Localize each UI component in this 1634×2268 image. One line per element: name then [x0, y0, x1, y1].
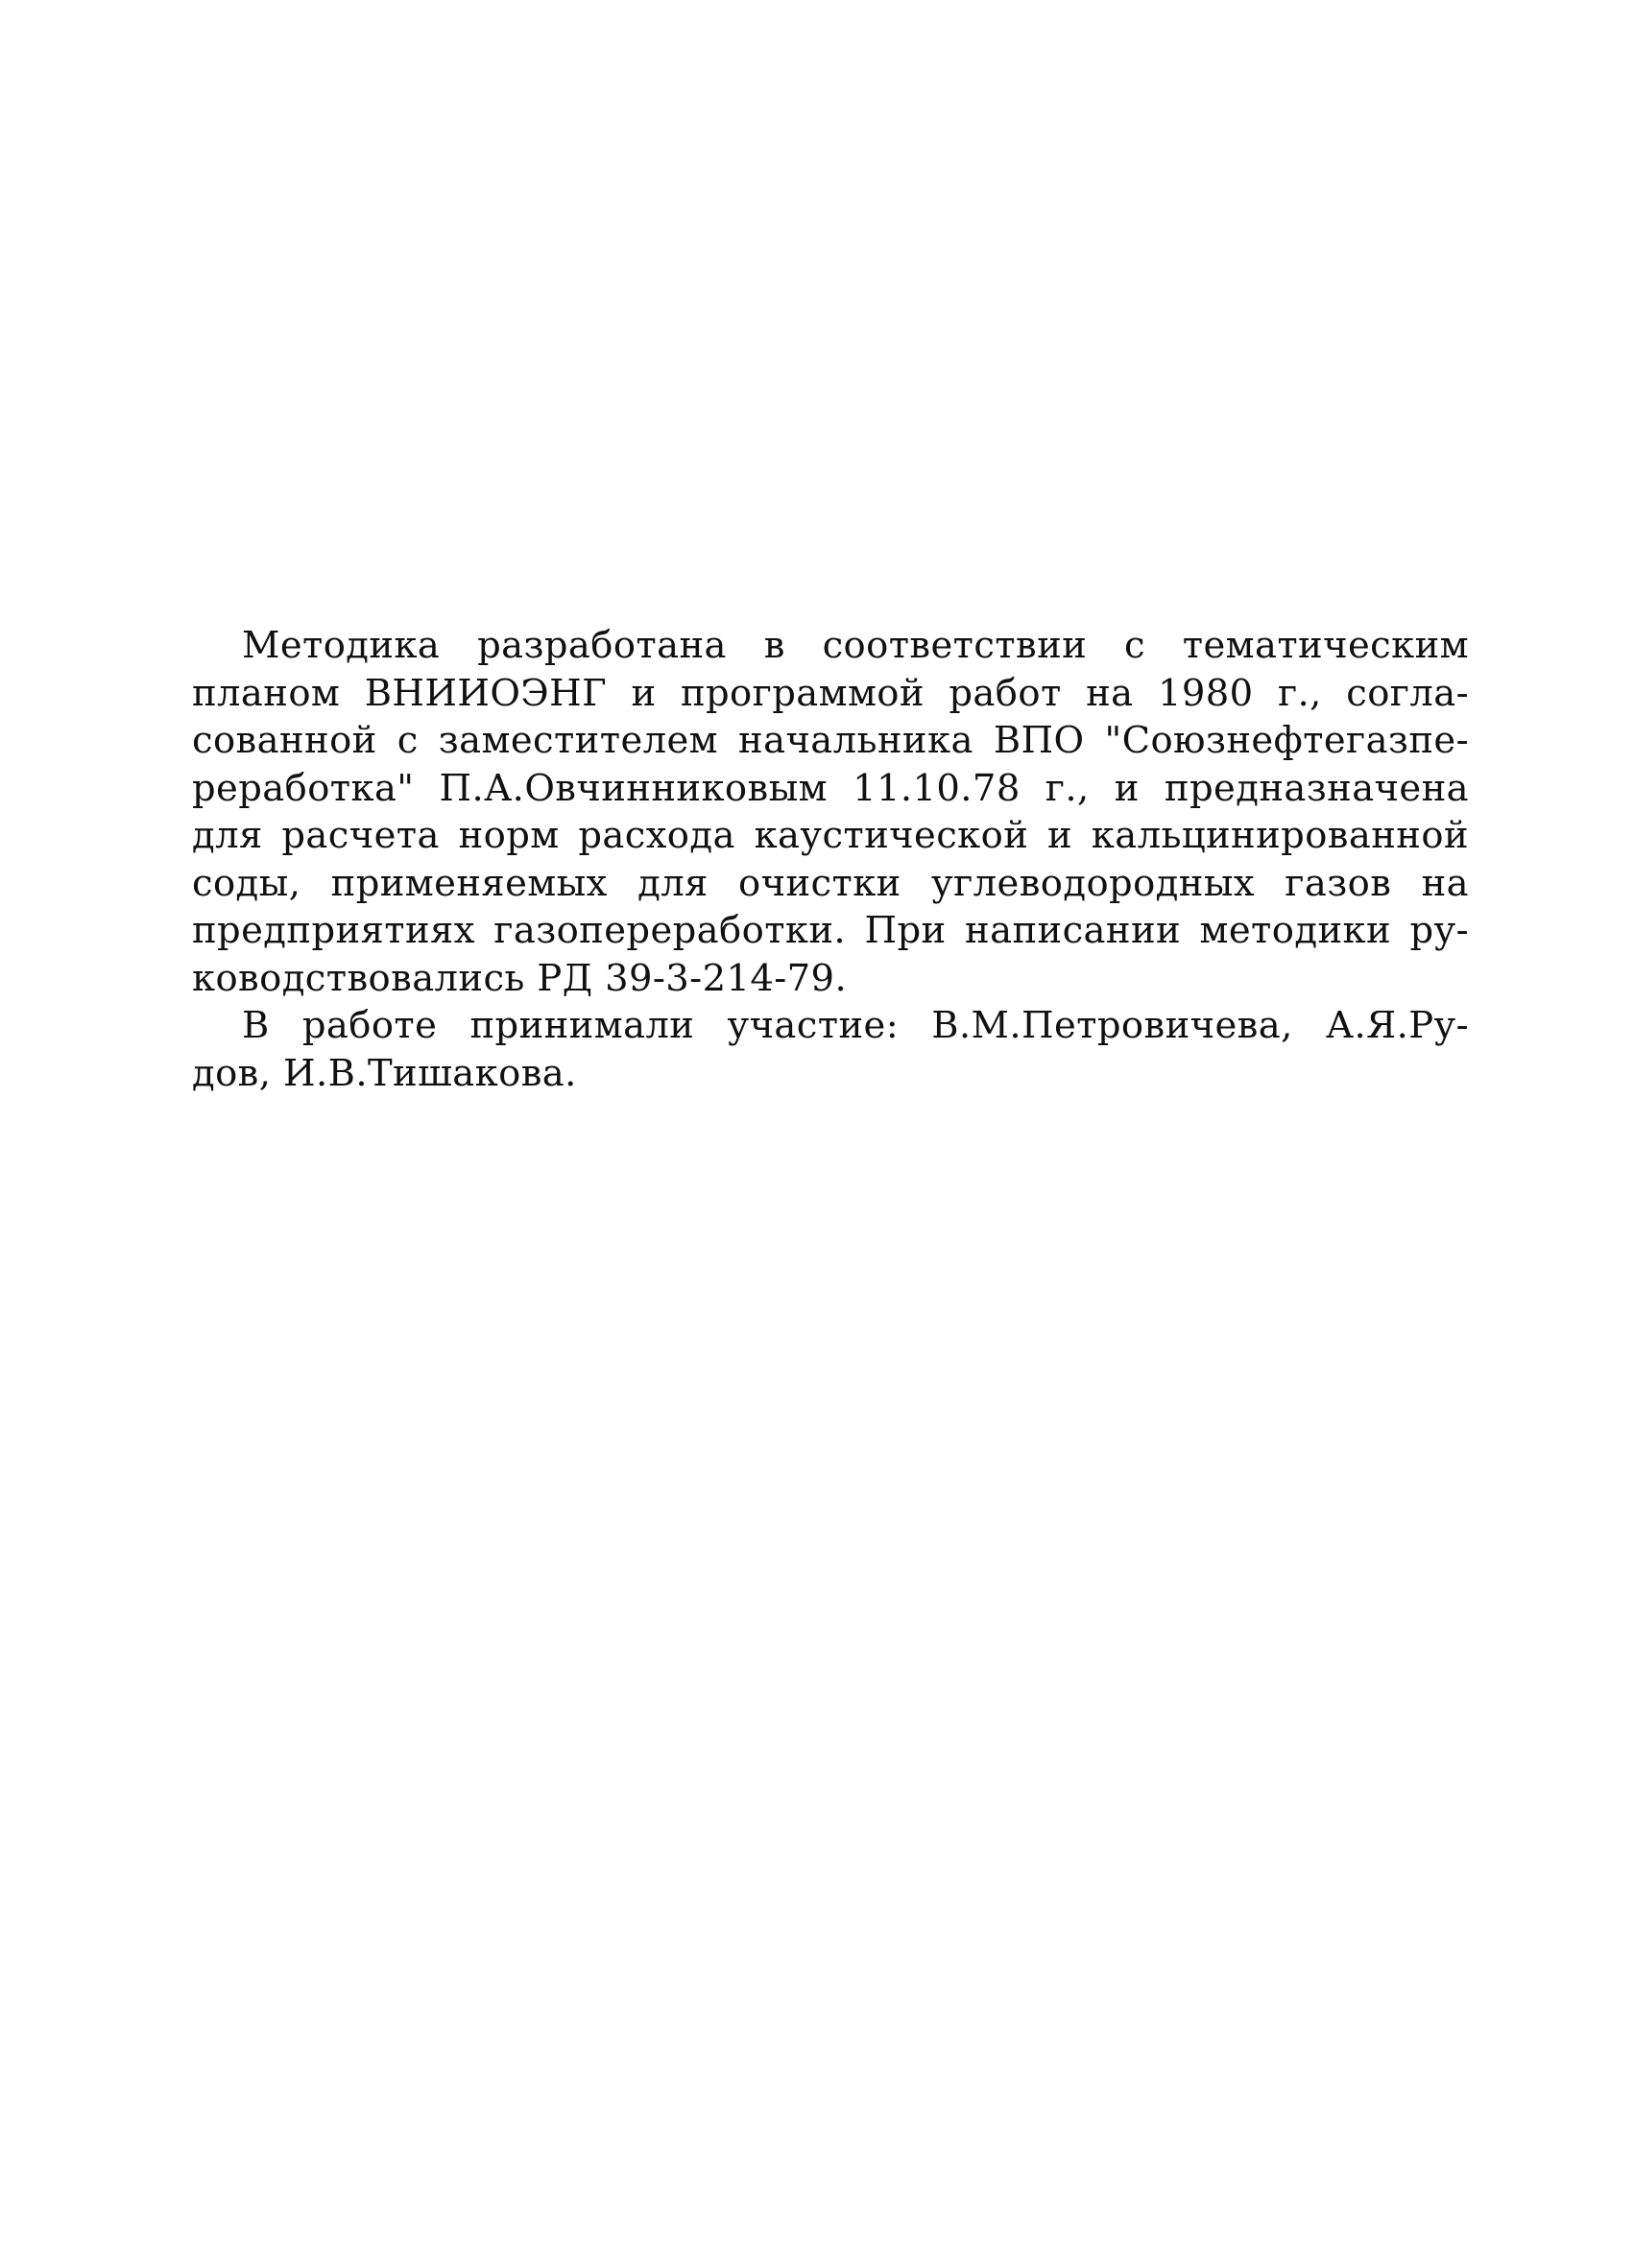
text-line: Методика разработана в соответствии с тематическим [242, 624, 1469, 667]
body-text [192, 622, 1469, 1097]
text-line: В работе принимали участие: В.М.Петровичева, А.Я.Ру- [242, 1004, 1469, 1047]
text-line: предприятиях газопереработки. При написании методики ру- [192, 909, 1469, 952]
paragraph-participants [192, 1002, 1469, 1097]
text-line: планом ВНИИОЭНГ и программой работ на 1980 г., согла- [192, 671, 1469, 715]
text-line: для расчета норм расхода каустической и кальцинированной [192, 814, 1469, 857]
text-line: ководствовались РД 39-3-214-79. [192, 956, 848, 1000]
text-line: реработка" П.А.Овчинниковым 11.10.78 г., и предназначена [192, 766, 1469, 810]
paragraph-methodology [192, 622, 1469, 1002]
text-line: сованной с заместителем начальника ВПО "Союзнефтегазпе- [192, 719, 1469, 762]
text-line: дов, И.В.Тишакова. [192, 1051, 577, 1095]
text-line: соды, применяемых для очистки углеводородных газов на [192, 861, 1469, 905]
